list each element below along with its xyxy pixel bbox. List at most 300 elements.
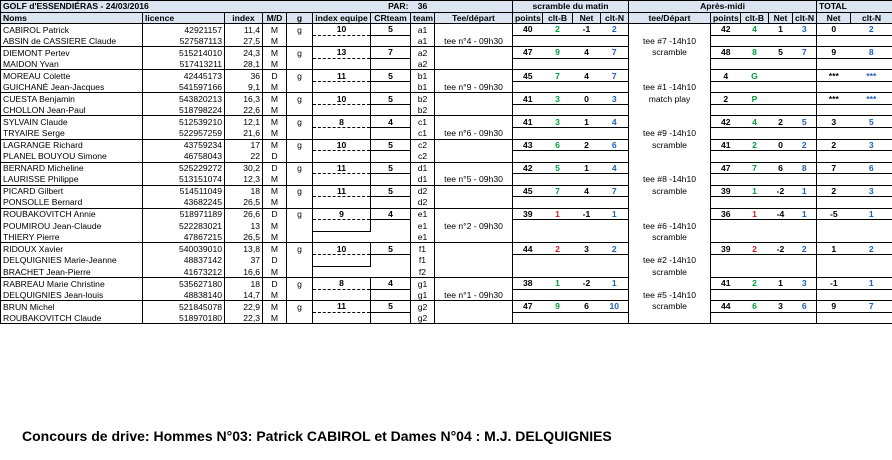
- morning-clt-n-empty: [601, 220, 629, 232]
- player-row: [1, 151, 892, 163]
- morning-tee: tee n°6 - 09h30: [435, 128, 513, 140]
- player-g: [287, 35, 313, 47]
- total-net-empty: [817, 220, 851, 232]
- morning-clt-n-empty: [601, 255, 629, 267]
- total-clt-n: 1: [851, 208, 892, 220]
- player-g: [287, 197, 313, 209]
- total-clt-n: 2: [851, 243, 892, 255]
- player-md: M: [263, 47, 287, 59]
- afternoon-net-empty: [769, 255, 793, 267]
- total-clt-n-empty: [851, 220, 892, 232]
- col-points-2: points: [711, 12, 741, 24]
- player-licence: 41673212: [143, 266, 225, 278]
- total-clt-n: 5: [851, 116, 892, 128]
- player-licence: 43759234: [143, 139, 225, 151]
- afternoon-tee: scramble: [629, 301, 711, 313]
- player-name: POUMIROU Jean-Claude: [1, 220, 143, 232]
- team-crteam: 5: [371, 162, 411, 174]
- total-clt-n-empty: [851, 174, 892, 186]
- player-g: g: [287, 243, 313, 255]
- morning-tee-empty: [435, 185, 513, 197]
- total-net: 2: [817, 139, 851, 151]
- afternoon-net-empty: [769, 104, 793, 116]
- player-md: D: [263, 255, 287, 267]
- player-team: a1: [411, 24, 435, 36]
- team-crteam: 5: [371, 24, 411, 36]
- player-index: 26,5: [225, 197, 263, 209]
- total-clt-n-empty: [851, 255, 892, 267]
- player-md: M: [263, 197, 287, 209]
- morning-points-empty: [513, 266, 543, 278]
- total-clt-n: 2: [851, 24, 892, 36]
- total-clt-n: 6: [851, 162, 892, 174]
- total-clt-n-empty: [851, 104, 892, 116]
- player-licence: 527587113: [143, 35, 225, 47]
- morning-clt-b: 3: [543, 93, 573, 105]
- afternoon-points-empty: [711, 151, 741, 163]
- total-net: ***: [817, 93, 851, 105]
- morning-clt-b-empty: [543, 128, 573, 140]
- player-row: [1, 220, 892, 232]
- afternoon-clt-n: 5: [793, 116, 817, 128]
- afternoon-clt-b-empty: [741, 197, 769, 209]
- team-index-equipe: 9: [313, 208, 371, 220]
- col-crteam: CRteam: [371, 12, 411, 24]
- afternoon-tee: tee #7 -14h10: [629, 35, 711, 47]
- player-index: 27,5: [225, 35, 263, 47]
- player-index: 14,7: [225, 289, 263, 301]
- player-name: MOREAU Colette: [1, 70, 143, 82]
- col-clt-n-2: clt-N: [793, 12, 817, 24]
- afternoon-tee-empty: [629, 151, 711, 163]
- afternoon-points: 4: [711, 70, 741, 82]
- player-md: M: [263, 266, 287, 278]
- team-crteam-empty: [371, 231, 411, 243]
- team-crteam: 5: [371, 93, 411, 105]
- morning-net: -2: [573, 278, 601, 290]
- morning-net-empty: [573, 231, 601, 243]
- player-name: BRUN Michel: [1, 301, 143, 313]
- morning-clt-b-empty: [543, 197, 573, 209]
- total-net-empty: [817, 255, 851, 267]
- afternoon-tee-empty: [629, 312, 711, 324]
- table-bottom-border: [1, 324, 892, 326]
- player-row: [1, 278, 892, 290]
- total-net: 0: [817, 24, 851, 36]
- player-index: 12,1: [225, 116, 263, 128]
- morning-points-empty: [513, 312, 543, 324]
- afternoon-net: 1: [769, 24, 793, 36]
- player-licence: 522957259: [143, 128, 225, 140]
- team-crteam: 5: [371, 139, 411, 151]
- player-licence: 513151074: [143, 174, 225, 186]
- player-name: RIDOUX Xavier: [1, 243, 143, 255]
- morning-net: 4: [573, 47, 601, 59]
- morning-tee-empty: [435, 70, 513, 82]
- player-index: 37: [225, 255, 263, 267]
- morning-clt-n-empty: [601, 174, 629, 186]
- player-md: M: [263, 243, 287, 255]
- morning-clt-b: 1: [543, 278, 573, 290]
- afternoon-tee: scramble: [629, 185, 711, 197]
- col-index-equipe: index equipe: [313, 12, 371, 24]
- total-clt-n-empty: [851, 197, 892, 209]
- border-cell: [741, 324, 769, 326]
- col-net-2: Net: [769, 12, 793, 24]
- morning-clt-n-empty: [601, 266, 629, 278]
- border-cell: [435, 324, 513, 326]
- morning-net-empty: [573, 255, 601, 267]
- total-net-empty: [817, 289, 851, 301]
- total-net-empty: [817, 128, 851, 140]
- total-net-empty: [817, 151, 851, 163]
- total-clt-n-empty: [851, 312, 892, 324]
- afternoon-points: 39: [711, 243, 741, 255]
- player-row: [1, 208, 892, 220]
- morning-net: 1: [573, 116, 601, 128]
- morning-points-empty: [513, 151, 543, 163]
- border-cell: [143, 324, 225, 326]
- team-index-equipe-lower: [313, 58, 371, 70]
- afternoon-tee: tee #9 -14h10: [629, 128, 711, 140]
- player-name: DELQUIGNIES Marie-Jeanne: [1, 255, 143, 267]
- total-net: 9: [817, 301, 851, 313]
- player-row: [1, 81, 892, 93]
- player-index: 26,6: [225, 208, 263, 220]
- afternoon-tee: tee #2 -14h10: [629, 255, 711, 267]
- afternoon-clt-b-empty: [741, 220, 769, 232]
- player-row: [1, 255, 892, 267]
- border-cell: [543, 324, 573, 326]
- morning-points-empty: [513, 220, 543, 232]
- afternoon-clt-n: 1: [793, 185, 817, 197]
- player-index: 30,2: [225, 162, 263, 174]
- morning-points: 38: [513, 278, 543, 290]
- morning-clt-n: 1: [601, 278, 629, 290]
- team-index-equipe-lower: [313, 174, 371, 186]
- player-row: [1, 301, 892, 313]
- player-md: M: [263, 185, 287, 197]
- morning-clt-b-empty: [543, 35, 573, 47]
- morning-clt-b-empty: [543, 231, 573, 243]
- title-row: [1, 1, 892, 13]
- total-net: 7: [817, 162, 851, 174]
- afternoon-clt-n-empty: [793, 128, 817, 140]
- morning-clt-b: 3: [543, 116, 573, 128]
- col-g: g: [287, 12, 313, 24]
- afternoon-net-empty: [769, 35, 793, 47]
- morning-clt-b-empty: [543, 220, 573, 232]
- morning-clt-n-empty: [601, 35, 629, 47]
- morning-points: 45: [513, 70, 543, 82]
- morning-points: 39: [513, 208, 543, 220]
- player-index: 36: [225, 70, 263, 82]
- morning-clt-n: 2: [601, 243, 629, 255]
- team-index-equipe-lower: [313, 104, 371, 116]
- player-team: b1: [411, 70, 435, 82]
- col-net: Net: [573, 12, 601, 24]
- morning-net: 1: [573, 162, 601, 174]
- player-md: M: [263, 104, 287, 116]
- afternoon-points-empty: [711, 128, 741, 140]
- afternoon-points: 42: [711, 116, 741, 128]
- player-team: c1: [411, 116, 435, 128]
- player-row: [1, 197, 892, 209]
- border-cell: [573, 324, 601, 326]
- afternoon-tee-empty: [629, 70, 711, 82]
- border-cell: [629, 324, 711, 326]
- drive-contest-footer: Concours de drive: Hommes N°03: Patrick CABIROL et Dames N°04 : M.J. DELQUIGNIES: [22, 428, 612, 444]
- afternoon-points-empty: [711, 58, 741, 70]
- player-licence: 521845078: [143, 301, 225, 313]
- morning-tee: tee n°5 - 09h30: [435, 174, 513, 186]
- afternoon-clt-b: 6: [741, 301, 769, 313]
- team-index-equipe: 13: [313, 47, 371, 59]
- afternoon-clt-n: 2: [793, 243, 817, 255]
- total-clt-n-empty: [851, 128, 892, 140]
- team-crteam-lower: [371, 104, 411, 116]
- player-row: [1, 58, 892, 70]
- player-team: c2: [411, 139, 435, 151]
- col-md: M/D: [263, 12, 287, 24]
- morning-clt-n: 4: [601, 162, 629, 174]
- team-index-equipe-empty: [313, 231, 371, 243]
- morning-section-label: scramble du matin: [513, 1, 629, 13]
- team-index-equipe: 11: [313, 301, 371, 313]
- morning-tee-empty: [435, 93, 513, 105]
- player-licence: 522283021: [143, 220, 225, 232]
- player-row: [1, 70, 892, 82]
- morning-clt-b-empty: [543, 81, 573, 93]
- total-clt-n-empty: [851, 231, 892, 243]
- player-md: M: [263, 93, 287, 105]
- afternoon-net-empty: [769, 266, 793, 278]
- afternoon-points-empty: [711, 266, 741, 278]
- afternoon-points: 48: [711, 47, 741, 59]
- morning-points-empty: [513, 197, 543, 209]
- afternoon-clt-n-empty: [793, 289, 817, 301]
- total-net: 9: [817, 47, 851, 59]
- player-md: D: [263, 162, 287, 174]
- player-md: D: [263, 278, 287, 290]
- team-crteam-lower: [371, 35, 411, 47]
- morning-clt-b: 5: [543, 162, 573, 174]
- player-team: a2: [411, 47, 435, 59]
- total-clt-n-empty: [851, 58, 892, 70]
- morning-net: -1: [573, 24, 601, 36]
- player-row: [1, 174, 892, 186]
- player-row: [1, 231, 892, 243]
- afternoon-clt-n: [793, 93, 817, 105]
- player-g: g: [287, 278, 313, 290]
- border-cell: [793, 324, 817, 326]
- morning-tee-empty: [435, 58, 513, 70]
- afternoon-points: 36: [711, 208, 741, 220]
- morning-clt-n: 2: [601, 24, 629, 36]
- afternoon-clt-b-empty: [741, 81, 769, 93]
- player-md: M: [263, 81, 287, 93]
- player-name: THIERY Pierre: [1, 231, 143, 243]
- col-index: index: [225, 12, 263, 24]
- team-crteam-lower: [371, 312, 411, 324]
- morning-clt-n-empty: [601, 197, 629, 209]
- afternoon-clt-b-empty: [741, 231, 769, 243]
- player-index: 13,8: [225, 243, 263, 255]
- afternoon-tee-empty: [629, 104, 711, 116]
- morning-clt-b-empty: [543, 104, 573, 116]
- player-index: 12,3: [225, 174, 263, 186]
- player-g: g: [287, 116, 313, 128]
- col-tee-depart: Tee/départ: [435, 12, 513, 24]
- player-name: LAGRANGE Richard: [1, 139, 143, 151]
- afternoon-tee-empty: [629, 243, 711, 255]
- player-name: BERNARD Micheline: [1, 162, 143, 174]
- morning-tee-empty: [435, 255, 513, 267]
- player-index: 11,4: [225, 24, 263, 36]
- player-g: [287, 174, 313, 186]
- player-index: 9,1: [225, 81, 263, 93]
- afternoon-clt-n-empty: [793, 104, 817, 116]
- morning-net: 4: [573, 185, 601, 197]
- player-g: [287, 266, 313, 278]
- total-net-empty: [817, 35, 851, 47]
- team-index-equipe-lower: [313, 197, 371, 209]
- total-section-label: TOTAL: [817, 1, 892, 13]
- border-cell: [313, 324, 371, 326]
- morning-tee: tee n°4 - 09h30: [435, 35, 513, 47]
- player-index: 24,3: [225, 47, 263, 59]
- morning-net: 2: [573, 139, 601, 151]
- total-net: -1: [817, 278, 851, 290]
- morning-net-empty: [573, 104, 601, 116]
- afternoon-clt-b: 8: [741, 47, 769, 59]
- afternoon-tee: tee #8 -14h10: [629, 174, 711, 186]
- afternoon-net-empty: [769, 197, 793, 209]
- morning-points-empty: [513, 174, 543, 186]
- morning-tee-empty: [435, 301, 513, 313]
- player-team: b1: [411, 81, 435, 93]
- afternoon-clt-b-empty: [741, 58, 769, 70]
- total-net-empty: [817, 58, 851, 70]
- total-net-empty: [817, 81, 851, 93]
- afternoon-net-empty: [769, 220, 793, 232]
- player-team: f1: [411, 255, 435, 267]
- team-index-equipe: 10: [313, 93, 371, 105]
- afternoon-clt-n-empty: [793, 58, 817, 70]
- player-g: g: [287, 93, 313, 105]
- afternoon-points-empty: [711, 231, 741, 243]
- morning-net: 0: [573, 93, 601, 105]
- player-team: c1: [411, 128, 435, 140]
- player-team: g1: [411, 289, 435, 301]
- team-crteam-lower: [371, 197, 411, 209]
- player-g: g: [287, 24, 313, 36]
- afternoon-clt-n: 2: [793, 139, 817, 151]
- morning-clt-b: 9: [543, 47, 573, 59]
- total-clt-n-empty: [851, 35, 892, 47]
- player-index: 22,9: [225, 301, 263, 313]
- total-clt-n: 1: [851, 278, 892, 290]
- player-name: PICARD Gilbert: [1, 185, 143, 197]
- player-row: [1, 116, 892, 128]
- player-team: f1: [411, 243, 435, 255]
- afternoon-net-empty: [769, 128, 793, 140]
- afternoon-clt-b: 2: [741, 243, 769, 255]
- team-index-equipe: 8: [313, 278, 371, 290]
- player-name: LAURISSE Philippe: [1, 174, 143, 186]
- col-total-net: Net: [817, 12, 851, 24]
- player-row: [1, 128, 892, 140]
- player-team: a1: [411, 35, 435, 47]
- afternoon-tee: scramble: [629, 231, 711, 243]
- morning-tee-empty: [435, 243, 513, 255]
- afternoon-clt-n: 7: [793, 47, 817, 59]
- team-crteam-empty: [371, 266, 411, 278]
- total-clt-n: 7: [851, 301, 892, 313]
- col-clt-b: clt-B: [543, 12, 573, 24]
- morning-clt-b-empty: [543, 174, 573, 186]
- player-team: d1: [411, 174, 435, 186]
- afternoon-net-empty: [769, 289, 793, 301]
- player-licence: 515214010: [143, 47, 225, 59]
- total-clt-n-empty: [851, 151, 892, 163]
- afternoon-points-empty: [711, 81, 741, 93]
- total-clt-n: 3: [851, 185, 892, 197]
- morning-tee-empty: [435, 197, 513, 209]
- player-index: 22: [225, 151, 263, 163]
- afternoon-points-empty: [711, 220, 741, 232]
- col-clt-n: clt-N: [601, 12, 629, 24]
- morning-tee: tee n°1 - 09h30: [435, 289, 513, 301]
- afternoon-clt-b: 4: [741, 116, 769, 128]
- player-md: M: [263, 139, 287, 151]
- afternoon-tee: tee #1 -14h10: [629, 81, 711, 93]
- team-index-equipe: 11: [313, 185, 371, 197]
- total-clt-n-empty: [851, 289, 892, 301]
- player-team: d2: [411, 185, 435, 197]
- afternoon-net: -2: [769, 243, 793, 255]
- morning-net-empty: [573, 197, 601, 209]
- player-md: M: [263, 220, 287, 232]
- afternoon-net-empty: [769, 151, 793, 163]
- morning-points: 47: [513, 301, 543, 313]
- player-name: ABSIN de CASSIERE Claude: [1, 35, 143, 47]
- morning-clt-n: 3: [601, 93, 629, 105]
- total-clt-n: ***: [851, 70, 892, 82]
- player-row: [1, 162, 892, 174]
- player-g: g: [287, 301, 313, 313]
- player-index: 18: [225, 185, 263, 197]
- team-crteam: 4: [371, 116, 411, 128]
- team-index-equipe-lower: [313, 81, 371, 93]
- morning-clt-n: 7: [601, 185, 629, 197]
- player-licence: 541597166: [143, 81, 225, 93]
- morning-tee-empty: [435, 266, 513, 278]
- player-name: SYLVAIN Claude: [1, 116, 143, 128]
- player-g: g: [287, 185, 313, 197]
- player-name: ROUBAKOVITCH Claude: [1, 312, 143, 324]
- team-index-equipe-lower: [313, 312, 371, 324]
- col-noms: Noms: [1, 12, 143, 24]
- afternoon-clt-n-empty: [793, 35, 817, 47]
- player-row: [1, 289, 892, 301]
- team-crteam: 5: [371, 301, 411, 313]
- col-licence: licence: [143, 12, 225, 24]
- player-name: MAIDON Yvan: [1, 58, 143, 70]
- afternoon-clt-b-empty: [741, 174, 769, 186]
- team-index-equipe-lower: [313, 220, 371, 232]
- afternoon-net: -4: [769, 208, 793, 220]
